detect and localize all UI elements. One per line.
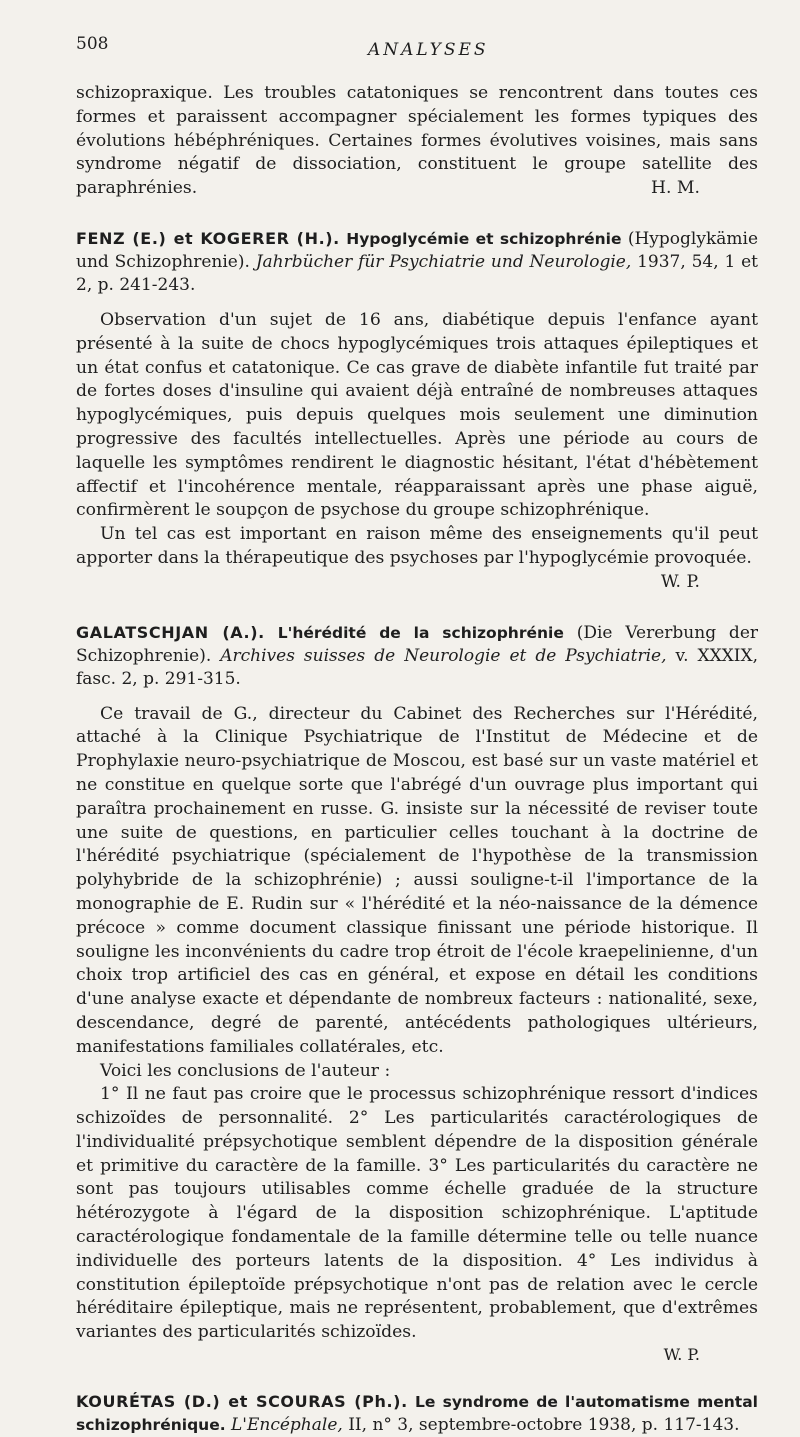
entry-citation-post: v. XXXIX, fasc. 2, p. 291-315.: [76, 645, 759, 689]
entry-citation-pre: (Hypoglykämie und Schizophrenie).: [76, 228, 758, 272]
entry-citation-pre: (Die Vererbung der Schizophrenie).: [76, 622, 759, 666]
abstract-paragraph: Un tel cas est important en raison même des enseignements qu'il peut apporter dans la thérapeutique des psychoses par l'hypoglycémie provoquée. W. P.: [76, 523, 758, 594]
abstract-paragraph: 1° Il ne faut pas croire que le processus schizophrénique ressort d'indices schizoïdes de personnalité. 2° Les particularités caractérologiques de l'individualité prépsychotique semblent dépendre de la disposition générale et primitive du caractère de la famille. 3° Les particularités du caractère ne sont pas toujours utilisables comme échelle graduée de la structure hétérozygote à l'égard de la disposition schizophrénique. L'aptitude caractérologique fondamentale de la famille détermine telle ou telle nuance individuelle des porteurs latents de la disposition. 4° Les individus à constitution épileptoïde prépsychotique n'ont pas de relation avec le cercle héréditaire épileptique, mais ne représentent, probablement, que d'extrêmes variantes des particularités schizoïdes.: [76, 1084, 758, 1343]
entry-citation-post: 1937, 54, 1 et 2, p. 241-243.: [76, 251, 758, 295]
review-entry-galatschjan: [76, 621, 758, 1365]
entry-journal: Jahrbücher für Psychiatrie und Neurologie,: [255, 251, 632, 272]
entry-title: Hypoglycémie et schizophrénie: [346, 229, 622, 248]
review-entry-fenz: [76, 227, 758, 595]
bibliographic-reference: [76, 1390, 758, 1437]
entry-title: L'hérédité de la schizophrénie: [277, 623, 564, 642]
text-column: [76, 82, 758, 1437]
entry-authors: KOURÉTAS (D.) et SCOURAS (Ph.).: [76, 1392, 408, 1412]
entry-title: Le syndrome de l'automatisme mental schizophrénique.: [76, 1393, 758, 1435]
entry-citation-post: II, n° 3, septembre-octobre 1938, p. 117-143.: [348, 1415, 740, 1436]
entry-journal: Archives suisses de Neurologie et de Psychiatrie,: [220, 645, 667, 666]
running-head: ANALYSES: [368, 40, 489, 60]
entry-abstract: [76, 309, 758, 595]
review-entry-kouretas: [76, 1390, 758, 1437]
bibliographic-reference: [76, 621, 758, 691]
intro-text: schizopraxique. Les troubles catatoniques se rencontrent dans toutes ces formes et paraissent accompagner spécialement les formes typiques des évolutions hébéphréniques. Certaines formes évolutives voisines, mais sans syndrome négatif de dissociation, constituent le groupe satellite des paraphrénies. H. M.: [76, 82, 758, 201]
bibliographic-reference: [76, 227, 758, 297]
abstract-paragraph: Ce travail de G., directeur du Cabinet des Recherches sur l'Hérédité, attaché à la Clinique Psychiatrique de l'Institut de Médecine et de Prophylaxie neuro-psychiatrique de Moscou, est basé sur un vaste matériel et ne constitue en quelque sorte que l'abrégé d'un ouvrage plus important qui paraîtra prochainement en russe. G. insiste sur la nécessité de reviser toute une suite de questions, en particulier celles touchant à la doctrine de l'hérédité psychiatrique (spécialement de l'hypothèse de la transmission polyhybride de la schizophrénie) ; aussi souligne-t-il l'importance de la monographie de E. Rudin sur « l'hérédité et la néo-naissance de la démence précoce » comme document classique finissant une période historique. Il souligne les inconvénients du cadre trop étroit de l'école kraepelinienne, d'un choix trop artificiel des cas en général, et expose en détail les conditions d'une analyse exacte et dépendante de nombreux facteurs : nationalité, sexe, descendance, degré de parenté, antécédents pathologiques ultérieurs, manifestations familiales collatérales, etc.: [76, 703, 758, 1057]
entry-authors: GALATSCHJAN (A.).: [76, 622, 265, 642]
abstract-paragraph: Observation d'un sujet de 16 ans, diabétique depuis l'enfance ayant présenté à la suite de chocs hypoglycémiques trois attaques épileptiques et un état confus et catatonique. Ce cas grave de diabète infantile fut traité par de fortes doses d'insuline qui avaient déjà entraîné de nombreuses attaques hypoglycémiques, puis depuis quelques mois seulement une diminution progressive des facultés intellectuelles. Après une période au cours de laquelle les symptômes rendirent le diagnostic hésitant, l'état d'hébètement affectif et l'incohérence mentale, réapparaissant après une phase aiguë, confirmèrent le soupçon de psychose du groupe schizophrénique.: [76, 309, 758, 521]
intro-review: [76, 82, 758, 201]
reviewer-signature: H. M.: [651, 178, 700, 199]
reviewer-signature: W. P.: [663, 1345, 700, 1365]
abstract-paragraph: Voici les conclusions de l'auteur :: [100, 1060, 391, 1081]
entry-journal: L'Encéphale,: [231, 1415, 343, 1436]
page-number: 508: [76, 34, 109, 54]
reviewer-signature: W. P.: [660, 571, 700, 592]
entry-abstract: [76, 703, 758, 1365]
entry-authors: FENZ (E.) et KOGERER (H.).: [76, 228, 340, 248]
page-header: [76, 34, 760, 64]
